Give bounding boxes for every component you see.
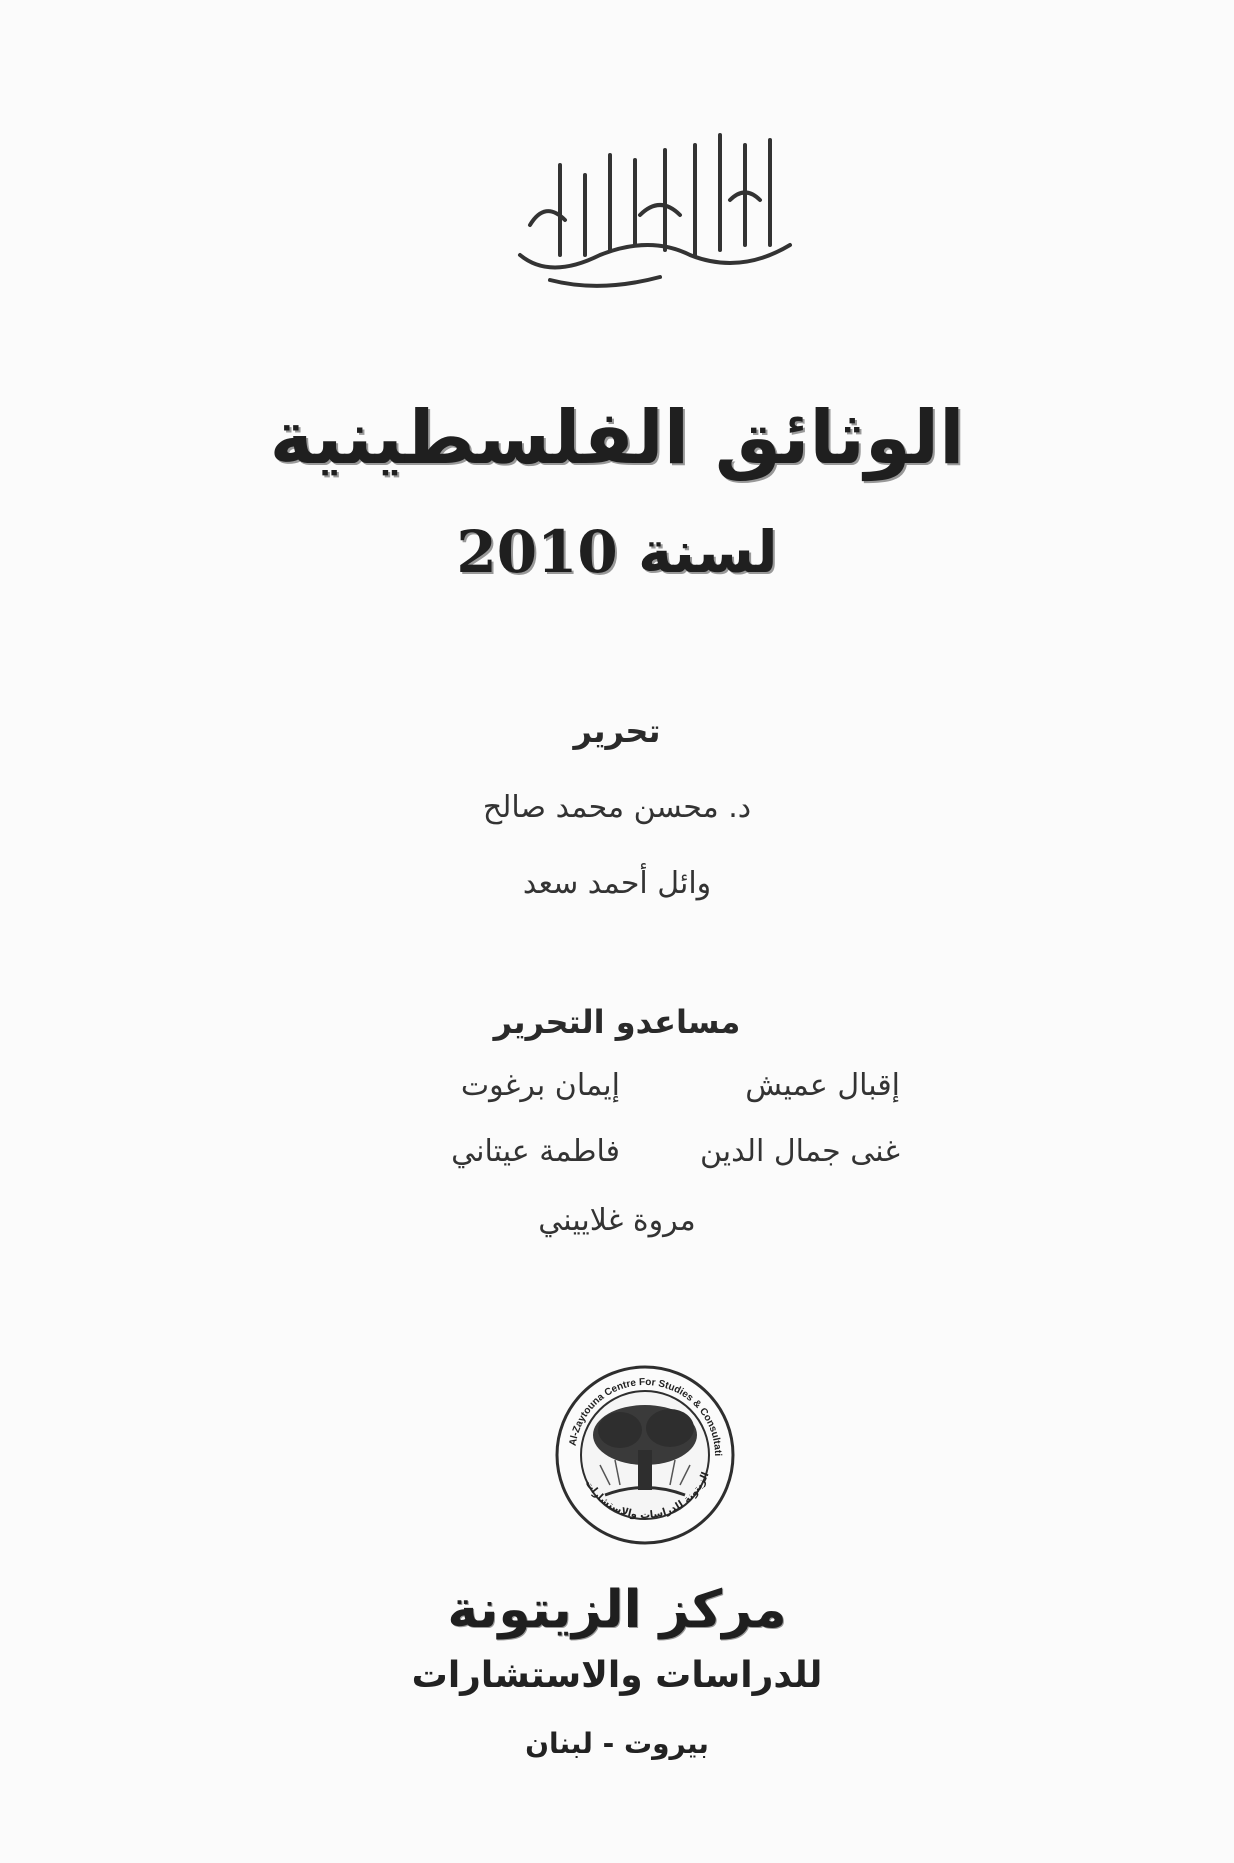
basmala-calligraphy xyxy=(490,105,830,295)
assistant-name: إقبال عميش xyxy=(745,1068,900,1103)
assistant-name: فاطمة عيتاني xyxy=(451,1134,620,1169)
calligraphy-artwork xyxy=(490,105,830,295)
subtitle-year: 2010 xyxy=(456,518,618,586)
editors-heading: تحرير xyxy=(573,712,661,750)
publisher-subtitle: للدراسات والاستشارات xyxy=(411,1655,823,1696)
assistant-name: مروة غلاييني xyxy=(538,1203,696,1238)
editor-name: وائل أحمد سعد xyxy=(522,866,712,901)
assistant-name: غنى جمال الدين xyxy=(699,1134,900,1169)
assistant-name: إيمان برغوت xyxy=(460,1068,620,1103)
logo-arabic-text: الزيتونة للدراسات والاستشارات xyxy=(582,1470,712,1522)
subtitle-prefix: لسنة xyxy=(637,518,778,586)
book-title: الوثائق الفلسطينية xyxy=(269,395,965,481)
zaytouna-logo xyxy=(550,1360,740,1550)
publisher-name: مركز الزيتونة xyxy=(447,1580,787,1640)
editor-name: د. محسن محمد صالح xyxy=(482,790,752,825)
logo-english-text: Al-Zaytouna Centre For Studies & Consultati xyxy=(567,1376,724,1457)
assistants-heading: مساعدو التحرير xyxy=(493,1003,741,1041)
publisher-location: بيروت - لبنان xyxy=(525,1727,709,1760)
tree-logo-icon xyxy=(550,1360,740,1550)
book-subtitle xyxy=(0,518,1234,586)
